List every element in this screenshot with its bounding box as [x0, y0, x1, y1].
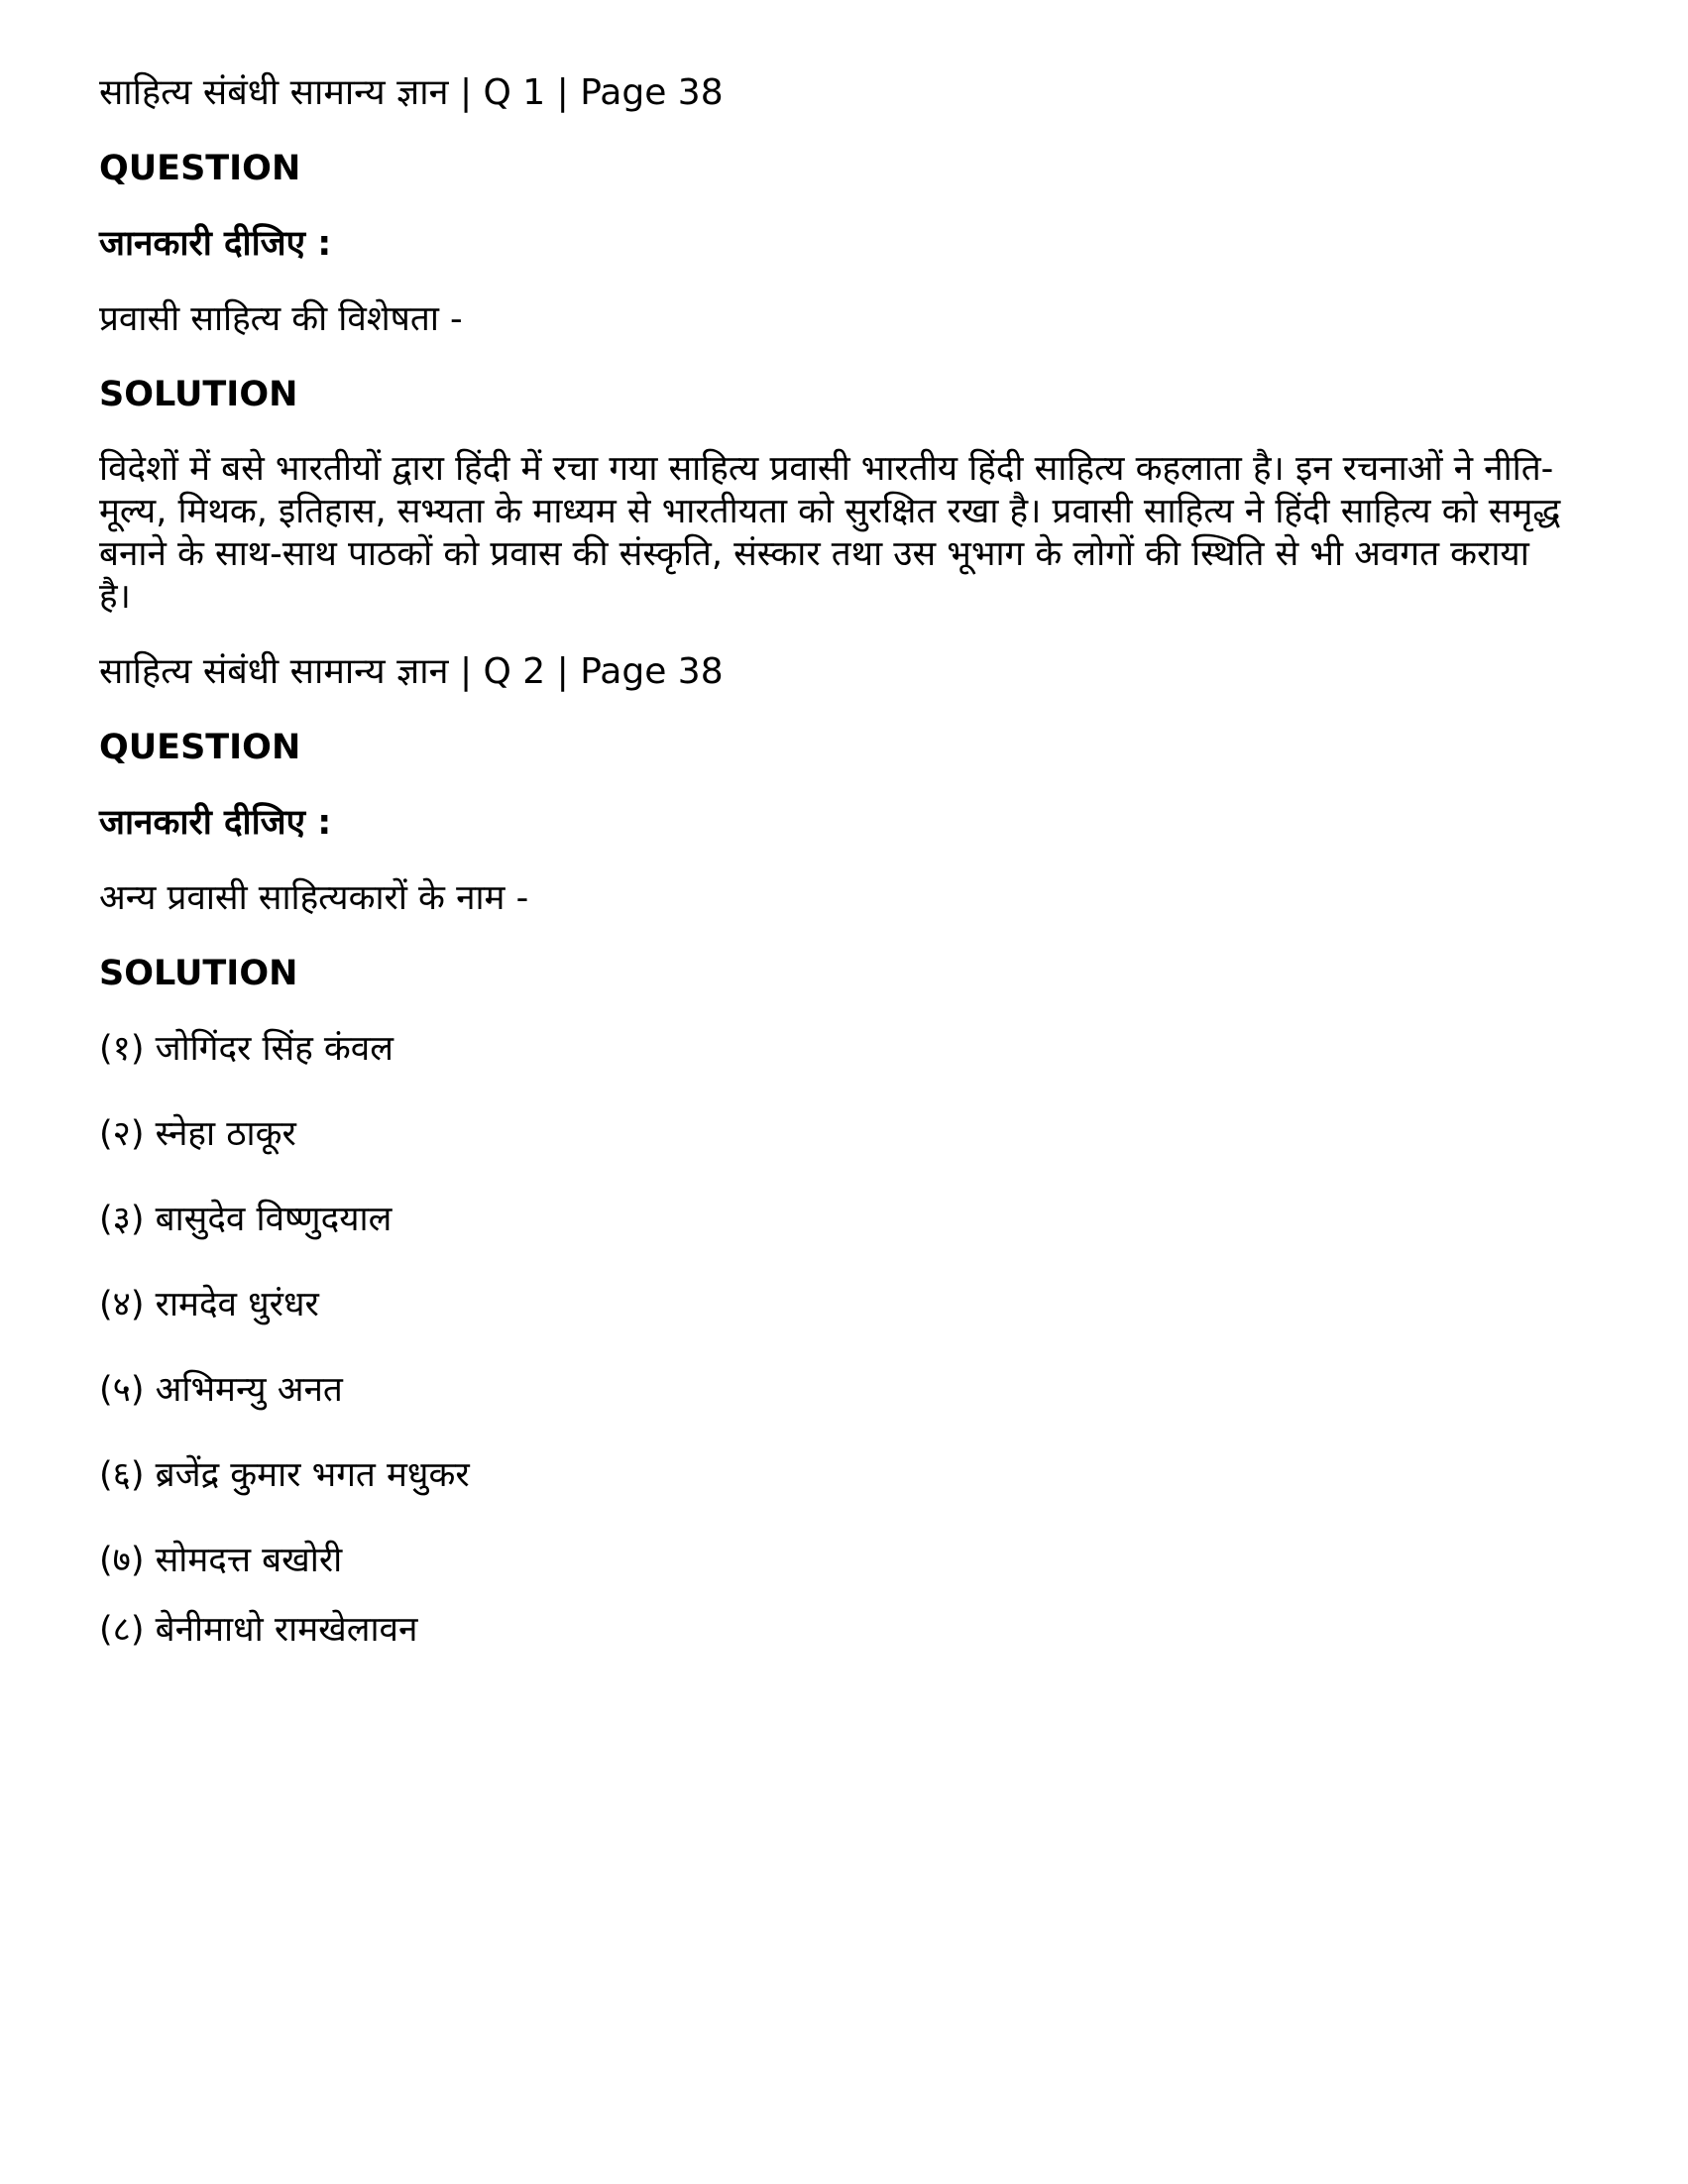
list-item: (६) ब्रजेंद्र कुमार भगत मधुकर — [99, 1455, 470, 1495]
q1-header: साहित्य संबंधी सामान्य ज्ञान | Q 1 | Page 38 — [99, 72, 724, 113]
question-1 — [99, 71, 1566, 619]
q2-question-heading: QUESTION — [99, 728, 301, 767]
q1-question-heading: QUESTION — [99, 149, 301, 188]
q2-question-text: अन्य प्रवासी साहित्यकारों के नाम - — [99, 878, 529, 918]
q1-solution-heading: SOLUTION — [99, 375, 298, 414]
q1-question-text: प्रवासी साहित्य की विशेषता - — [99, 299, 463, 339]
q2-author-list — [99, 1027, 1566, 1652]
list-item: (१) जोगिंदर सिंह कंवल — [99, 1029, 394, 1069]
list-item: (७) सोमदत्त बखोरी — [99, 1541, 343, 1580]
list-item: (४) रामदेव धुरंधर — [99, 1285, 319, 1324]
list-item: (५) अभिमन्यु अनत — [99, 1370, 343, 1410]
list-item: (३) बासुदेव विष्णुदयाल — [99, 1200, 393, 1239]
q2-prompt: जानकारी दीजिए : — [99, 803, 332, 843]
q2-solution-heading: SOLUTION — [99, 954, 298, 993]
q1-solution-text: विदेशों में बसे भारतीयों द्वारा हिंदी में रचा गया साहित्य प्रवासी भारतीय हिंदी साहित्य कहलाता है। इन रचनाओं ने नीति-मूल्य, मिथक, इतिहास, सभ्यता के माध्यम से भारतीयता को सुरक्षित रखा है। प्रवासी साहित्य ने हिंदी साहित्य को समृद्ध बनाने के साथ-साथ पाठकों को प्रवास की संस्कृति, संस्कार तथा उस भूभाग के लोगों की स्थिति से भी अवगत कराया है। — [99, 449, 1561, 617]
list-item: (८) बेनीमाधो रामखेलावन — [99, 1610, 418, 1650]
question-2 — [99, 650, 1566, 1652]
q2-header: साहित्य संबंधी सामान्य ज्ञान | Q 2 | Page 38 — [99, 651, 724, 692]
q1-prompt: जानकारी दीजिए : — [99, 224, 332, 264]
document-page — [99, 71, 1566, 1693]
list-item: (२) स्नेहा ठाकूर — [99, 1114, 296, 1154]
